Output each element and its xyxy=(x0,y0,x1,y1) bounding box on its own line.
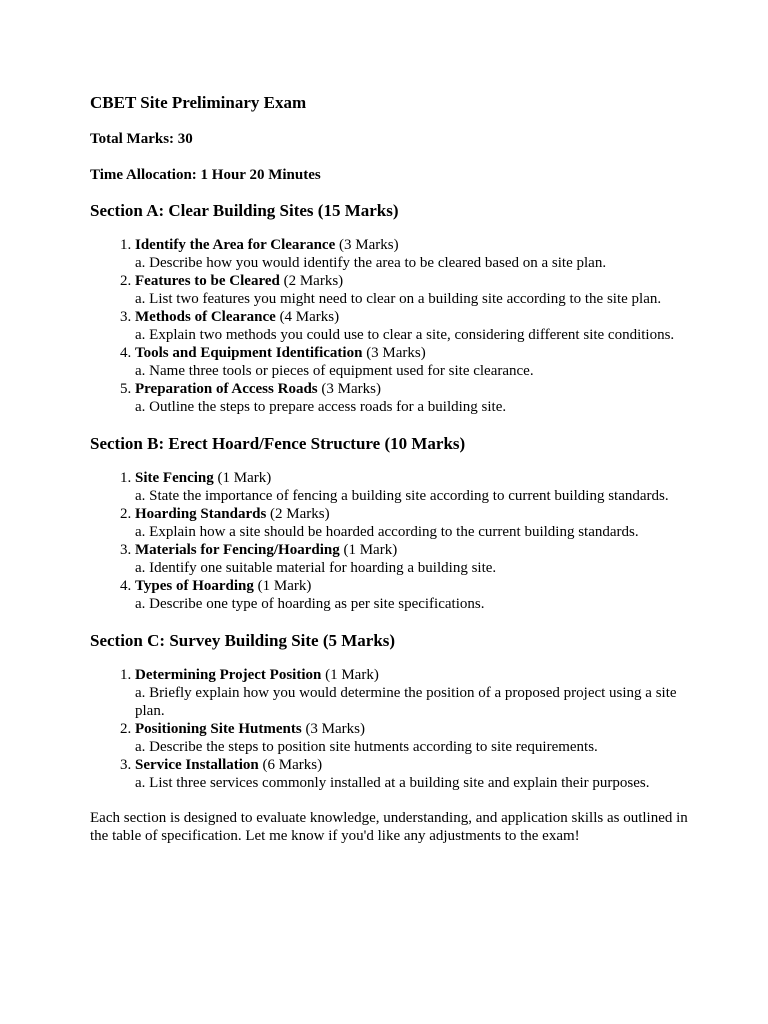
section-b-heading: Section B: Erect Hoard/Fence Structure (10 Marks) xyxy=(90,434,466,453)
list-item xyxy=(135,344,690,380)
list-item xyxy=(135,272,690,308)
item-title: Determining Project Position xyxy=(135,667,322,683)
item-marks: (4 Marks) xyxy=(275,309,340,325)
item-marks: (1 Mark) xyxy=(253,578,312,594)
item-title: Features to be Cleared xyxy=(135,273,280,289)
item-marks: (3 Marks) xyxy=(362,345,426,361)
list-item xyxy=(135,505,690,541)
item-question: a. Identify one suitable material for hoarding a building site. xyxy=(135,560,497,576)
item-title: Types of Hoarding xyxy=(135,578,254,594)
section-c-heading: Section C: Survey Building Site (5 Marks) xyxy=(90,631,396,650)
item-marks: (1 Mark) xyxy=(321,667,379,683)
section-c-list xyxy=(90,666,690,792)
item-marks: (3 Marks) xyxy=(301,721,366,737)
item-title: Tools and Equipment Identification xyxy=(135,345,363,361)
item-title: Identify the Area for Clearance xyxy=(135,237,336,253)
item-title: Preparation of Access Roads xyxy=(135,381,318,397)
list-item xyxy=(135,236,690,272)
item-question: a. Outline the steps to prepare access roads for a building site. xyxy=(135,399,507,415)
time-allocation: Time Allocation: 1 Hour 20 Minutes xyxy=(90,167,321,183)
total-marks: Total Marks: 30 xyxy=(90,131,193,147)
item-title: Site Fencing xyxy=(135,470,214,486)
document-content xyxy=(90,93,690,845)
item-marks: (1 Mark) xyxy=(339,542,398,558)
section-a-heading: Section A: Clear Building Sites (15 Marks) xyxy=(90,201,399,220)
section-b-list xyxy=(90,469,690,613)
list-item xyxy=(135,720,690,756)
item-marks: (2 Marks) xyxy=(279,273,344,289)
list-item xyxy=(135,756,690,792)
item-question: a. List three services commonly installed at a building site and explain their purposes. xyxy=(135,775,650,791)
closing-paragraph: Each section is designed to evaluate knowledge, understanding, and application skills as outlined in the table of specification. Let me know if you'd like any adjustments to the exam! xyxy=(90,810,688,844)
item-question: a. Explain two methods you could use to clear a site, considering different site conditions. xyxy=(135,327,675,343)
item-title: Service Installation xyxy=(135,757,259,773)
item-question: a. Briefly explain how you would determine the position of a proposed project using a site plan. xyxy=(135,685,677,719)
item-title: Hoarding Standards xyxy=(135,506,267,522)
list-item xyxy=(135,308,690,344)
item-marks: (6 Marks) xyxy=(258,757,323,773)
list-item xyxy=(135,577,690,613)
list-item xyxy=(135,666,690,720)
item-question: a. Name three tools or pieces of equipment used for site clearance. xyxy=(135,363,534,379)
list-item xyxy=(135,541,690,577)
list-item xyxy=(135,380,690,416)
item-question: a. Describe one type of hoarding as per site specifications. xyxy=(135,596,485,612)
exam-title: CBET Site Preliminary Exam xyxy=(90,93,307,112)
item-marks: (1 Mark) xyxy=(213,470,272,486)
list-item xyxy=(135,469,690,505)
item-title: Materials for Fencing/Hoarding xyxy=(135,542,340,558)
item-title: Methods of Clearance xyxy=(135,309,276,325)
item-marks: (3 Marks) xyxy=(317,381,381,397)
item-question: a. State the importance of fencing a building site according to current building standards. xyxy=(135,488,669,504)
item-question: a. Explain how a site should be hoarded according to the current building standards. xyxy=(135,524,639,540)
section-a-list xyxy=(90,236,690,416)
item-question: a. Describe how you would identify the area to be cleared based on a site plan. xyxy=(135,255,607,271)
item-question: a. List two features you might need to clear on a building site according to the site plan. xyxy=(135,291,662,307)
item-question: a. Describe the steps to position site hutments according to site requirements. xyxy=(135,739,598,755)
item-marks: (3 Marks) xyxy=(335,237,399,253)
item-title: Positioning Site Hutments xyxy=(135,721,302,737)
item-marks: (2 Marks) xyxy=(266,506,330,522)
